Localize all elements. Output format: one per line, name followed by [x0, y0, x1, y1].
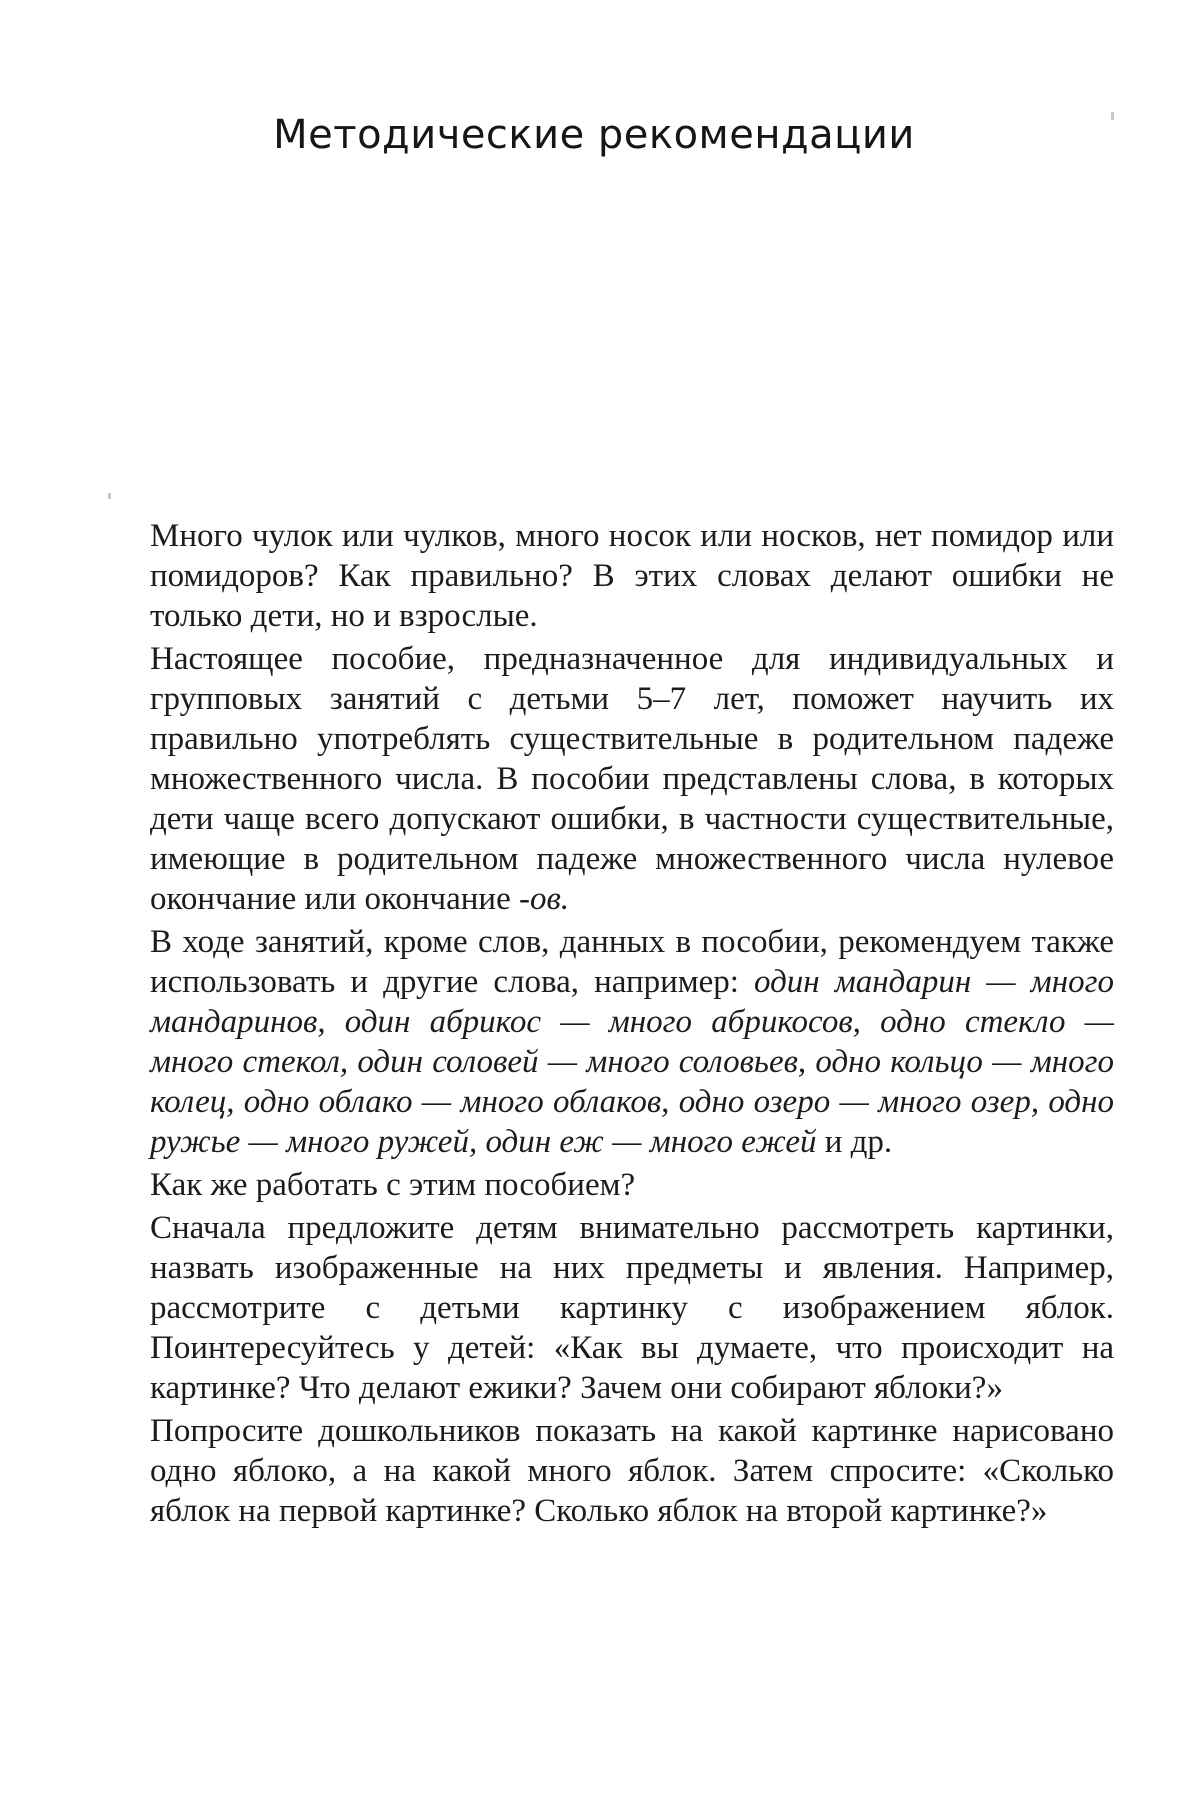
paragraph-3-tail: и др.	[816, 1124, 893, 1160]
paragraph-2	[150, 639, 1114, 919]
body-text	[150, 516, 1114, 1534]
paragraph-3	[150, 922, 1114, 1162]
paragraph-3-text: В ходе занятий, кроме слов, данных в пособии, рекомендуем также использовать и другие слова, например:	[150, 924, 1114, 1000]
paragraph-5	[150, 1208, 1114, 1408]
page-title: Методические рекомендации	[273, 112, 915, 158]
paragraph-5-text: Сначала предложите детям внимательно рассмотреть картинки, назвать изображенные на них предметы и явления. Например, рассмотрите с детьми картинку с изображением яблок. Поинтересуйтесь у детей: «Как вы думаете, что происходит на картинке? Что делают ежики? Зачем они собирают яблоки?»	[150, 1210, 1114, 1406]
paragraph-2-ending: -ов.	[519, 881, 570, 917]
paragraph-2-text: Настоящее пособие, предназначенное для индивидуальных и групповых занятий с детьми 5–7 лет, поможет научить их правильно употреблять существительные в родительном падеже множественного числа. В пособии представлены слова, в которых дети чаще всего допускают ошибки, в частности существительные, имеющие в родительном падеже множественного числа нулевое окончание или окончание	[150, 641, 1114, 917]
scan-mark	[1111, 112, 1114, 120]
paragraph-4	[150, 1165, 1114, 1205]
scan-mark	[108, 493, 111, 499]
paragraph-1-text: Много чулок или чулков, много носок или носков, нет помидор или помидоров? Как правильно? В этих словах делают ошибки не только дети, но и взрослые.	[150, 518, 1114, 634]
paragraph-6	[150, 1411, 1114, 1531]
paragraph-6-text: Попросите дошкольников показать на какой картинке нарисовано одно яблоко, а на какой много яблок. Затем спросите: «Сколько яблок на первой картинке? Сколько яблок на второй картинке?»	[150, 1413, 1114, 1529]
paragraph-4-text: Как же работать с этим пособием?	[150, 1167, 636, 1203]
paragraph-3-examples: один мандарин — много мандаринов, один абрикос — много абрикосов, одно стекло — много стекол, один соловей — много соловьев, одно кольцо — много колец, одно облако — много облаков, одно озеро — много озер, одно ружье — много ружей, один еж — много ежей	[150, 964, 1114, 1160]
paragraph-1	[150, 516, 1114, 636]
